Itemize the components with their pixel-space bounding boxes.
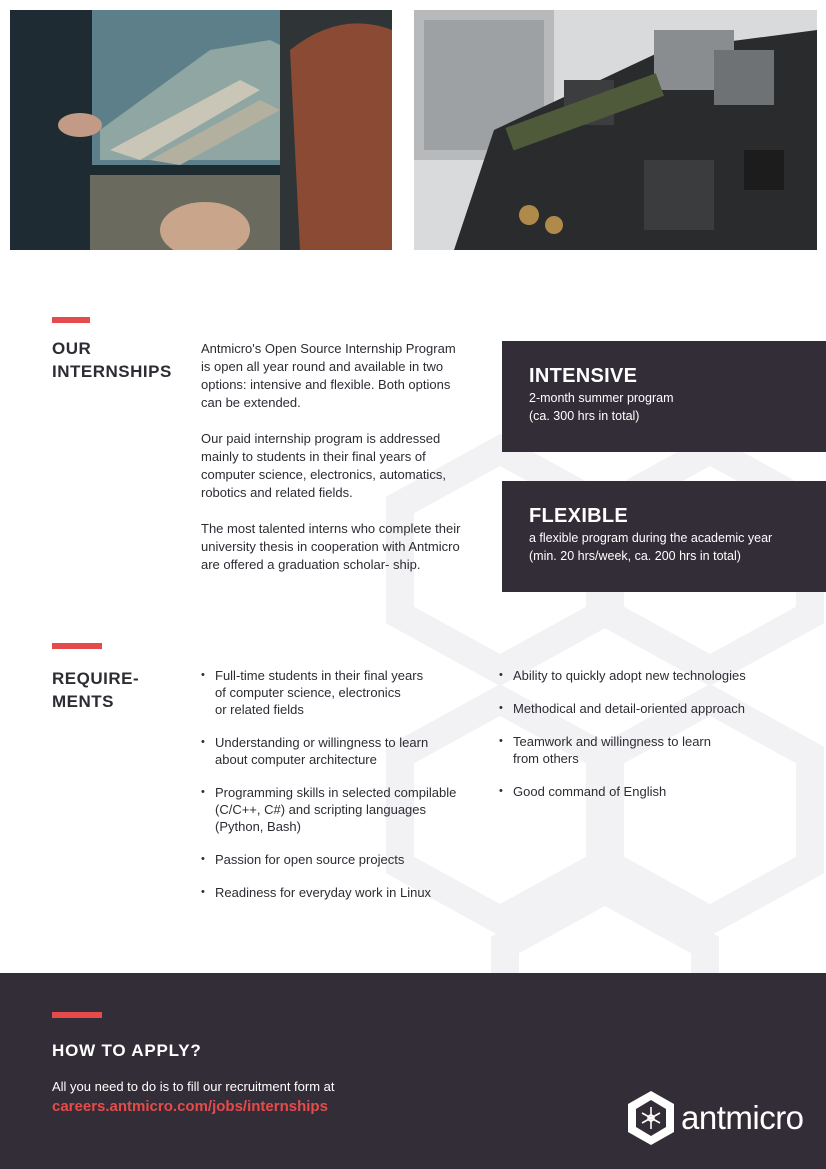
hardware-board-photo — [414, 10, 817, 250]
intensive-program-box — [502, 341, 826, 452]
antmicro-logo — [626, 1090, 804, 1146]
program-title: FLEXIBLE — [529, 505, 629, 527]
logo-wordmark: antmicro — [681, 1099, 804, 1136]
program-hours: (min. 20 hrs/week, ca. 200 hrs in total) — [529, 549, 741, 563]
office-photo — [10, 10, 392, 250]
flexible-program-box — [502, 481, 826, 592]
internships-paragraph: The most talented interns who complete their university thesis in cooperation with Antmicro are offered a graduation scholar- ship. — [201, 521, 461, 572]
list-item: • Teamwork and willingness to learn from others — [499, 733, 799, 767]
internships-heading: OUR INTERNSHIPS — [52, 339, 172, 381]
apply-accent-bar — [52, 1012, 102, 1018]
apply-text: All you need to do is to fill our recruitment form at — [52, 1079, 335, 1094]
list-item: • Passion for open source projects — [201, 851, 481, 868]
program-description: a flexible program during the academic year — [529, 531, 773, 545]
apply-footer — [0, 973, 826, 1169]
requirements-heading: REQUIRE- MENTS — [52, 669, 140, 711]
internships-description — [201, 340, 463, 592]
requirements-accent-bar — [52, 643, 102, 649]
apply-heading: HOW TO APPLY? — [52, 1041, 202, 1060]
list-item: • Good command of English — [499, 783, 799, 800]
internships-accent-bar — [52, 317, 90, 323]
list-item: • Understanding or willingness to learn about computer architecture — [201, 734, 481, 768]
list-item: • Methodical and detail-oriented approach — [499, 700, 799, 717]
list-item: • Programming skills in selected compilable (C/C++, C#) and scripting languages (Python, Bash) — [201, 784, 481, 835]
list-item: • Ability to quickly adopt new technologies — [499, 667, 799, 684]
antmicro-hexagon-icon — [626, 1090, 676, 1146]
program-description: 2-month summer program — [529, 391, 674, 405]
program-hours: (ca. 300 hrs in total) — [529, 409, 640, 423]
recruitment-form-link[interactable]: careers.antmicro.com/jobs/internships — [52, 1098, 328, 1115]
requirements-list-left — [201, 667, 481, 917]
requirements-list-right — [499, 667, 799, 816]
internships-paragraph: Antmicro's Open Source Internship Program is open all year round and available in two options: intensive and flexible. Both options can be extended. — [201, 341, 456, 410]
list-item: • Readiness for everyday work in Linux — [201, 884, 481, 901]
internships-paragraph: Our paid internship program is addressed mainly to students in their final years of computer science, electronics, automatics, robotics and related fields. — [201, 431, 446, 500]
list-item: • Full-time students in their final years of computer science, electronics or related fields — [201, 667, 481, 718]
program-title: INTENSIVE — [529, 365, 638, 387]
